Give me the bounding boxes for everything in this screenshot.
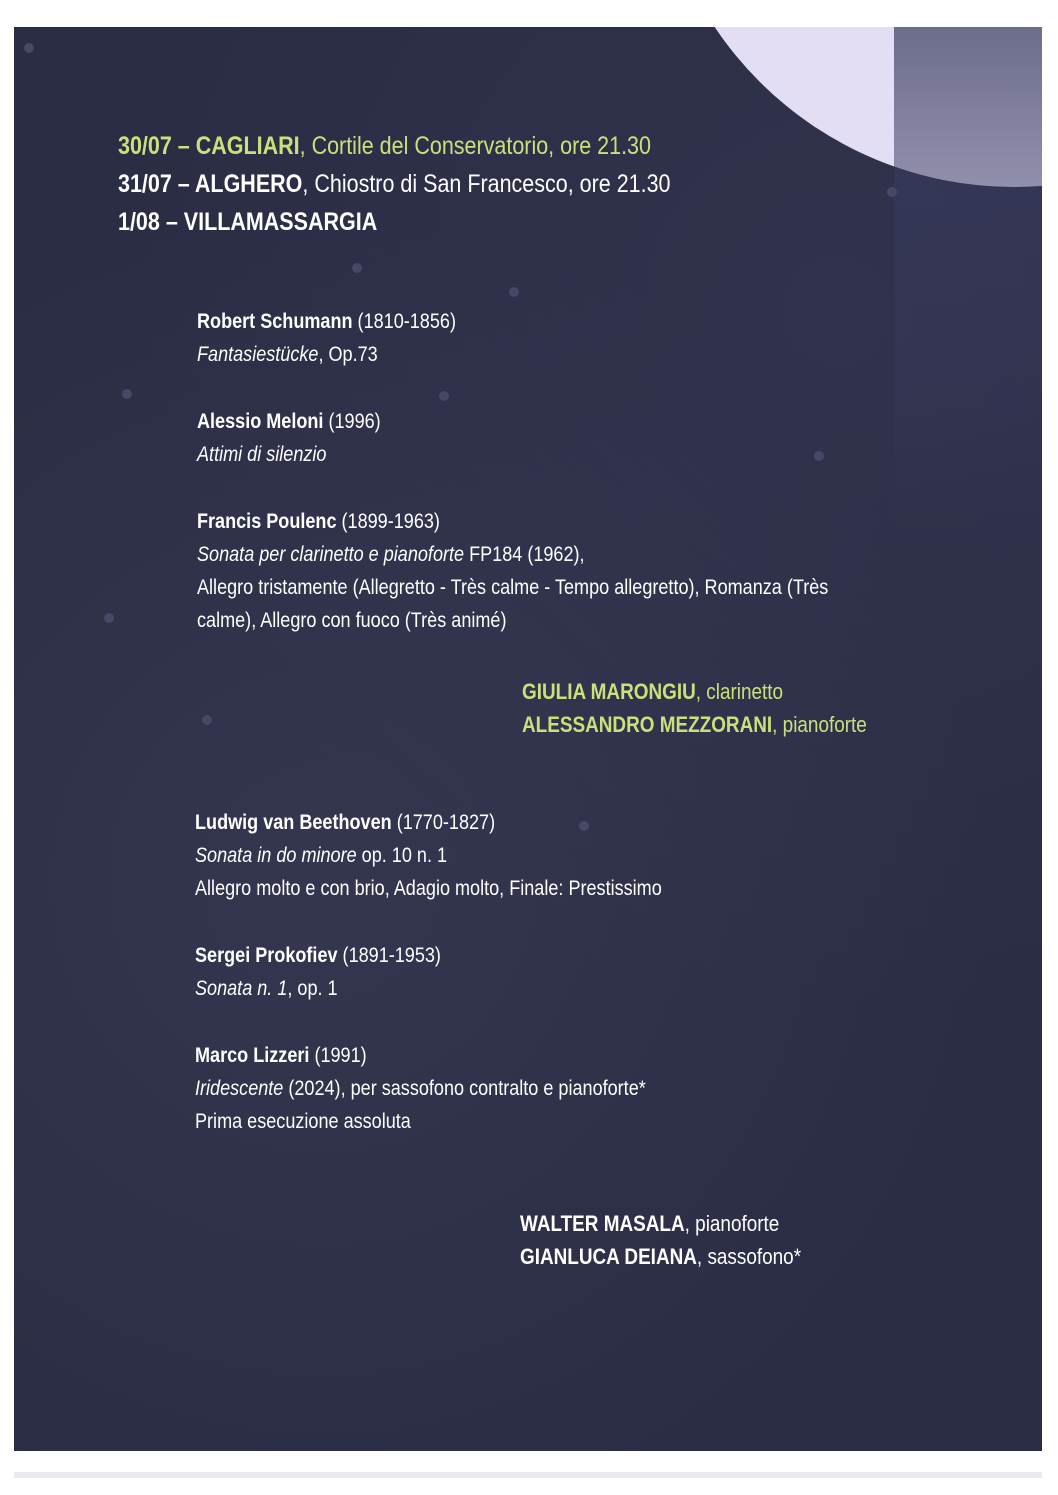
piece-schumann: Robert Schumann (1810-1856) Fantasiestücke, Op.73 bbox=[197, 310, 456, 366]
performer: GIANLUCA DEIANA, sassofono* bbox=[520, 1244, 802, 1269]
work-title: Sonata n. 1 bbox=[195, 977, 288, 1000]
piece-beethoven: Ludwig van Beethoven (1770-1827) Sonata in do minore op. 10 n. 1 Allegro molto e con brio, Adagio molto, Finale: Prestissimo bbox=[195, 806, 738, 905]
work-title: Sonata in do minore bbox=[195, 844, 357, 867]
decor-dot bbox=[122, 389, 132, 399]
piece-poulenc: Francis Poulenc (1899-1963) Sonata per clarinetto e pianoforte FP184 (1962), Allegro tristamente (Allegretto - Très calme - Tempo allegretto), Romanza (Très calme), Allegro con fuoco (Très animé) bbox=[197, 505, 931, 637]
decor-dot bbox=[509, 287, 519, 297]
composer-name: Robert Schumann bbox=[197, 310, 353, 333]
date-line-cagliari: 30/07 – CAGLIARI, Cortile del Conservatorio, ore 21.30 bbox=[118, 132, 651, 160]
decor-dot bbox=[887, 187, 897, 197]
composer-name: Sergei Prokofiev bbox=[195, 944, 338, 967]
movements: Allegro molto e con brio, Adagio molto, Finale: Prestissimo bbox=[195, 877, 662, 900]
poster-sheet bbox=[14, 27, 1042, 1451]
program-first-concert bbox=[197, 305, 931, 671]
composer-years: (1996) bbox=[323, 410, 381, 433]
composer-name: Francis Poulenc bbox=[197, 510, 337, 533]
movements: calme), Allegro con fuoco (Très animé) bbox=[197, 609, 507, 632]
page-edge bbox=[14, 1472, 1042, 1478]
composer-years: (1770-1827) bbox=[391, 811, 496, 834]
performers-first-concert bbox=[522, 675, 923, 741]
decor-dot bbox=[352, 263, 362, 273]
event-dates bbox=[118, 127, 760, 241]
composer-name: Marco Lizzeri bbox=[195, 1044, 310, 1067]
composer-name: Alessio Meloni bbox=[197, 410, 324, 433]
work-title: Sonata per clarinetto e pianoforte bbox=[197, 543, 465, 566]
composer-name: Ludwig van Beethoven bbox=[195, 811, 392, 834]
date-line-villamassargia: 1/08 – VILLAMASSARGIA bbox=[118, 208, 378, 236]
piece-prokofiev: Sergei Prokofiev (1891-1953) Sonata n. 1, op. 1 bbox=[195, 944, 441, 1000]
composer-years: (1991) bbox=[309, 1044, 367, 1067]
piece-lizzeri: Marco Lizzeri (1991) Iridescente (2024), per sassofono contralto e pianoforte* Prima esecuzione assoluta bbox=[195, 1039, 738, 1138]
composer-years: (1899-1963) bbox=[336, 510, 440, 533]
performers-second-concert bbox=[520, 1207, 847, 1273]
piece-meloni bbox=[197, 405, 931, 471]
program-second-concert bbox=[195, 806, 738, 1172]
date-line-alghero: 31/07 – ALGHERO, Chiostro di San Francesco, ore 21.30 bbox=[118, 170, 671, 198]
composer-years: (1810-1856) bbox=[352, 310, 456, 333]
performer: ALESSANDRO MEZZORANI, pianoforte bbox=[522, 712, 867, 737]
work-title: Attimi di silenzio bbox=[197, 443, 327, 466]
performer: GIULIA MARONGIU, clarinetto bbox=[522, 679, 784, 704]
decor-dot bbox=[202, 715, 212, 725]
premiere-note: Prima esecuzione assoluta bbox=[195, 1110, 411, 1133]
movements: Allegro tristamente (Allegretto - Très calme - Tempo allegretto), Romanza (Très bbox=[197, 576, 829, 599]
work-title: Fantasiestücke bbox=[197, 343, 319, 366]
work-title: Iridescente bbox=[195, 1077, 284, 1100]
performer: WALTER MASALA, pianoforte bbox=[520, 1211, 780, 1236]
composer-years: (1891-1953) bbox=[337, 944, 441, 967]
decor-dot bbox=[104, 613, 114, 623]
decor-dot bbox=[24, 43, 34, 53]
